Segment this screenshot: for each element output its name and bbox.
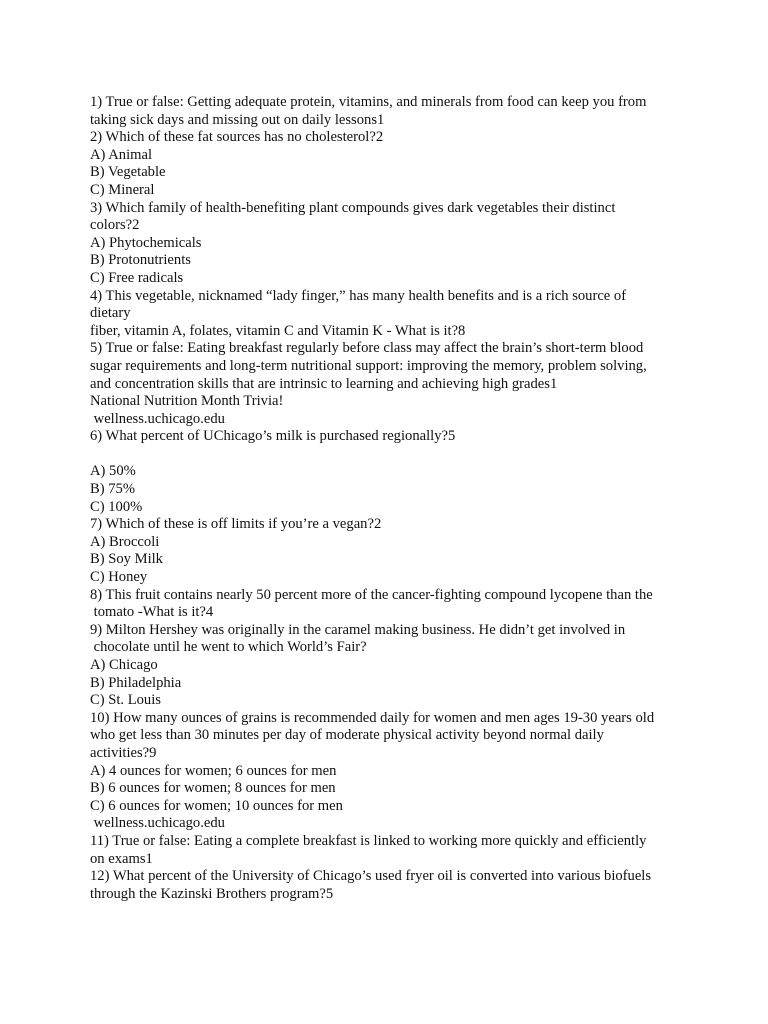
text-line: B) Soy Milk [90,551,163,568]
text-line: 1) True or false: Getting adequate protein, vitamins, and minerals from food can keep you from [90,94,647,110]
document-text [90,94,690,903]
text-line: 8) This fruit contains nearly 50 percent more of the cancer-fighting compound lycopene than the [90,586,653,603]
document-title: National Nutrition Month Trivia! [90,393,284,410]
text-line: chocolate until he went to which World’s Fair? [90,639,367,656]
text-line: 4) This vegetable, nicknamed “lady finger,” has many health benefits and is a rich source of [90,287,627,304]
text-line: B) Philadelphia [90,674,182,691]
text-line: C) Free radicals [90,269,184,286]
text-line: 11) True or false: Eating a complete breakfast is linked to working more quickly and efficiently [90,832,647,849]
text-line: 5) True or false: Eating breakfast regularly before class may affect the brain’s short-term blood [90,340,644,357]
text-line: 9) Milton Hershey was originally in the caramel making business. He didn’t get involved in [90,621,626,638]
text-line: C) 6 ounces for women; 10 ounces for men [90,797,343,814]
text-line: C) Honey [90,569,148,586]
text-line: on exams1 [90,850,153,867]
text-line: 7) Which of these is off limits if you’re a vegan?2 [90,516,382,533]
text-line: colors?2 [90,217,140,234]
text-line: A) Animal [90,146,153,163]
text-line: A) Phytochemicals [90,234,202,251]
text-line: C) 100% [90,498,143,515]
text-line: B) Protonutrients [90,252,191,269]
text-line: C) Mineral [90,181,155,198]
website-url: wellness.uchicago.edu [90,815,225,832]
text-line: A) 4 ounces for women; 6 ounces for men [90,762,337,779]
text-line: 12) What percent of the University of Chicago’s used fryer oil is converted into various biofuels [90,868,652,885]
text-line: through the Kazinski Brothers program?5 [90,885,334,902]
text-line: who get less than 30 minutes per day of moderate physical activity beyond normal daily [90,727,604,744]
text-line: A) 50% [90,463,136,480]
website-url: wellness.uchicago.edu [90,410,225,427]
text-line: 10) How many ounces of grains is recommended daily for women and men ages 19-30 years old [90,709,655,726]
text-line: taking sick days and missing out on daily lessons1 [90,111,385,128]
text-line: fiber, vitamin A, folates, vitamin C and Vitamin K - What is it?8 [90,322,466,339]
text-line: and concentration skills that are intrinsic to learning and achieving high grades1 [90,375,558,392]
blank-line [90,446,690,464]
text-line: B) 75% [90,481,135,498]
text-line: C) St. Louis [90,692,161,709]
text-line: 6) What percent of UChicago’s milk is purchased regionally?5 [90,428,456,445]
text-line: tomato -What is it?4 [90,604,214,621]
text-line: 2) Which of these fat sources has no cholesterol?2 [90,129,384,146]
text-line: 3) Which family of health-benefiting plant compounds gives dark vegetables their distinct [90,199,616,216]
text-line: A) Chicago [90,657,158,673]
text-line: A) Broccoli [90,533,160,550]
text-line: activities?9 [90,744,157,761]
text-line: B) 6 ounces for women; 8 ounces for men [90,780,336,797]
text-line: dietary [90,305,131,322]
text-line: B) Vegetable [90,164,166,181]
text-line: sugar requirements and long-term nutritional support: improving the memory, problem solving, [90,357,647,374]
